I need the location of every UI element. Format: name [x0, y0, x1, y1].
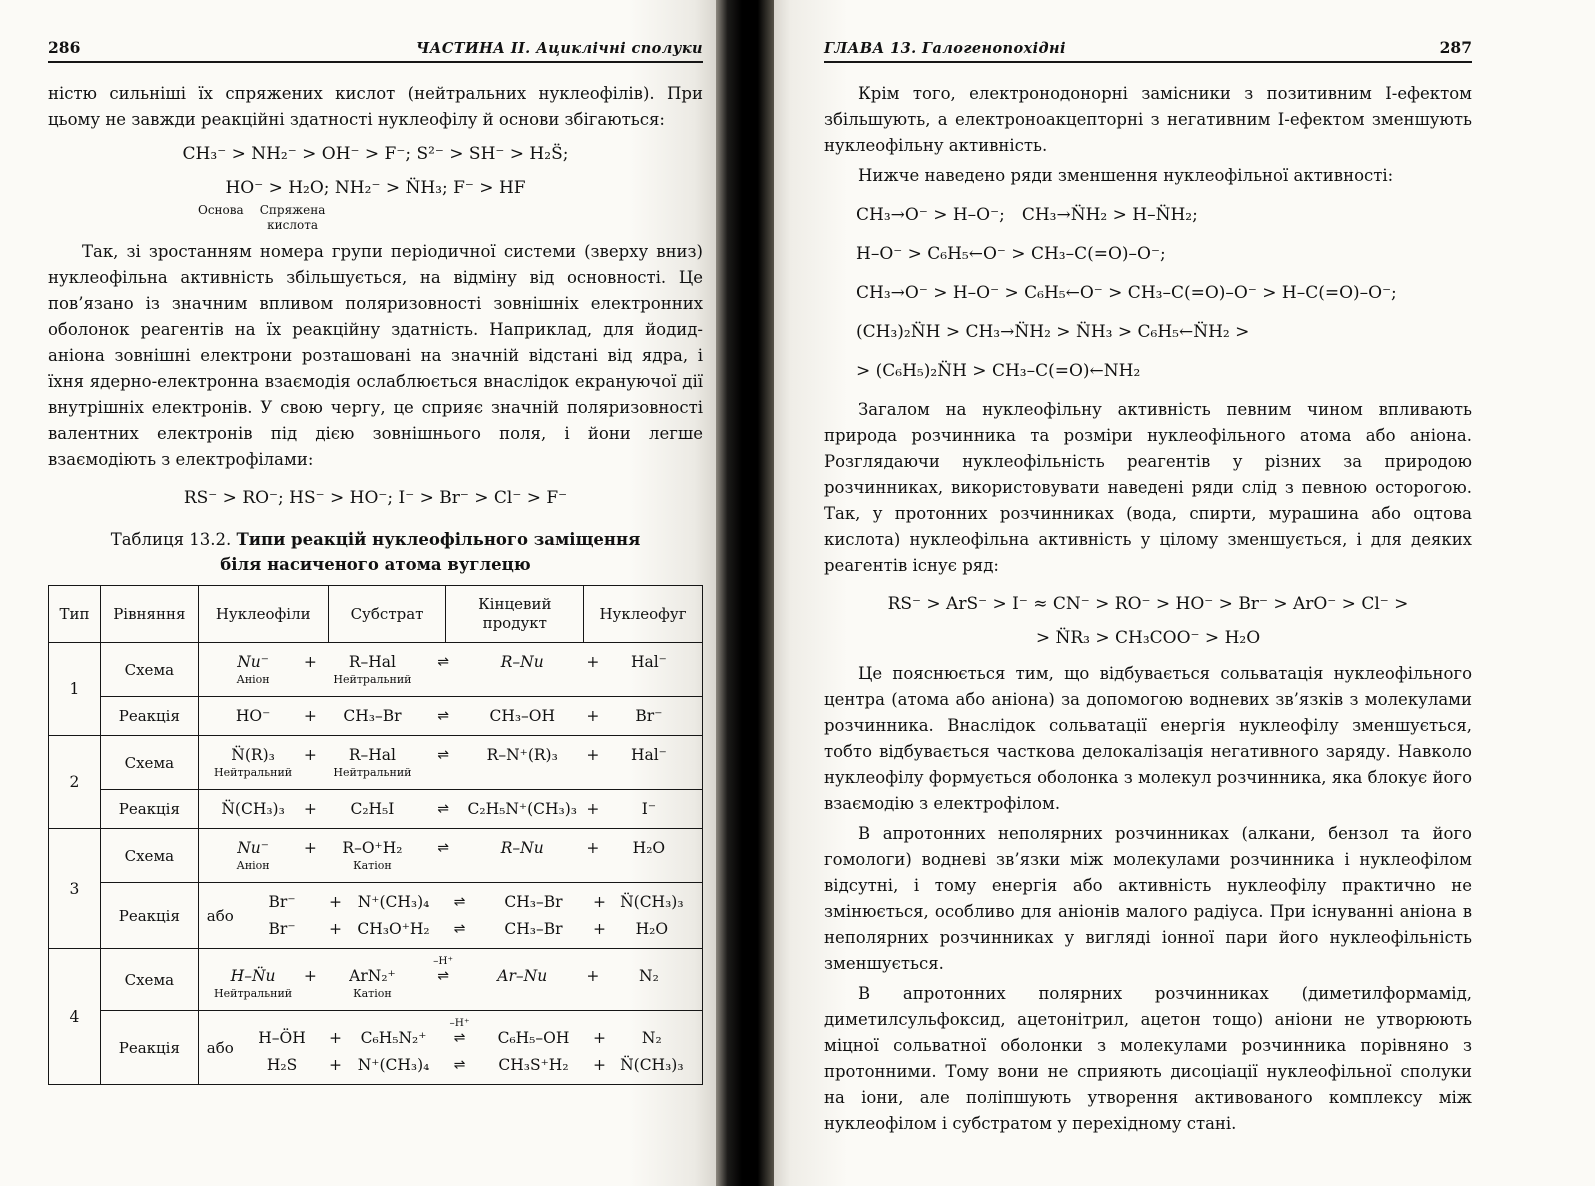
column-header: Рівняння — [100, 586, 198, 643]
formula-text: R–Hal — [348, 653, 396, 671]
column-header: Тип — [49, 586, 101, 643]
label-conjugate-acid — [260, 203, 326, 233]
formula-text: R–N⁺(R)₃ — [486, 746, 558, 764]
formula-part — [207, 707, 300, 725]
formula-text: ArN₂⁺ — [349, 967, 396, 985]
equation-cell — [198, 697, 702, 736]
formula-text: + — [303, 653, 317, 671]
formula-text: CH₃–OH — [489, 707, 556, 725]
formula-text: + — [586, 967, 600, 985]
equation-line — [207, 653, 694, 686]
formula-text: C₆H₅–OH — [497, 1029, 570, 1047]
species-role-label: Катіон — [353, 859, 392, 872]
formula-part — [346, 920, 442, 938]
reaction-table-head — [49, 586, 703, 643]
formula-text: C₆H₅N₂⁺ — [360, 1029, 427, 1047]
formula-text: ⇌ — [437, 801, 449, 817]
equation-kind-label: Реакція — [100, 883, 198, 949]
formula-text: CH₃–Br — [504, 920, 563, 938]
formula-part — [321, 653, 423, 686]
label-conjugate-line2: кислота — [267, 218, 318, 232]
formula-text: + — [329, 893, 343, 911]
formula-line: H–O⁻ > C₆H₅←O⁻ > CH₃–C(=O)–O⁻; — [856, 244, 1166, 264]
formula-part — [604, 800, 694, 818]
formula-part — [582, 746, 604, 764]
formula-text: CH₃–Br — [504, 893, 563, 911]
table-title-part1: Типи реакцій нуклеофільного заміщення — [236, 530, 641, 549]
running-head-left — [48, 38, 703, 63]
formula-text: ⇌ — [453, 1030, 466, 1046]
table-header-row — [49, 586, 703, 643]
formula-text: + — [303, 839, 317, 857]
species-role-label: Катіон — [353, 987, 392, 1000]
formula-text: Br⁻ — [268, 920, 296, 938]
formula-part — [325, 920, 345, 938]
formula-annotations — [198, 203, 703, 233]
formula-part — [441, 920, 477, 938]
formula-part — [589, 893, 609, 911]
formula-text: + — [303, 746, 317, 764]
formula-text: N̈(CH₃)₃ — [620, 1056, 684, 1074]
formula-text: Hal⁻ — [630, 653, 667, 671]
formula-line: CH₃→O⁻ > H–O⁻; CH₃→N̈H₂ > H–N̈H₂; — [856, 205, 1198, 225]
paragraph-continuation: ністю сильніші їх спряжених кислот (нейтральних нуклеофілів). При цьому не завжди реакційні здатності нуклеофілу й основи збігаються: — [48, 84, 703, 129]
formula-part — [582, 707, 604, 725]
formula-part — [346, 1056, 442, 1074]
paragraph-solvent-influence: Загалом на нуклеофільну активність певним чином впливають природа розчинника та розміри нуклеофільного атома або аніона. Розглядаючи нуклеофільність реагентів у різних за природою розчинниках, використовувати наведені ряди слід з певною осторогою. Так, у протонних розчинниках (вода, спирти, мурашина або оцтова кислота) нуклеофільна активність у цілому зменшується, і для деяких реагентів існує ряд: — [824, 400, 1472, 575]
formula-part — [604, 653, 694, 671]
table-row — [49, 1011, 703, 1085]
formula-part — [321, 707, 423, 725]
formula-text: + — [303, 967, 317, 985]
formula-part — [604, 746, 694, 764]
formula-part — [207, 746, 300, 779]
equation-cell — [198, 1011, 702, 1085]
formula-part — [299, 707, 321, 725]
formula-text: Br⁻ — [268, 893, 296, 911]
running-title-right: ГЛАВА 13. Галогенопохідні — [824, 40, 1066, 57]
formula-text: + — [329, 1056, 343, 1074]
formula-text: CH₃–Br — [343, 707, 402, 725]
formula-text: CH₃O⁺H₂ — [357, 920, 430, 938]
table-number: Таблиця 13.2. — [110, 530, 232, 549]
formula-text: N̈(CH₃)₃ — [221, 800, 285, 818]
formula-text: + — [586, 800, 600, 818]
label-conjugate-line1: Спряжена — [259, 203, 326, 217]
formula-part — [299, 800, 321, 818]
formula-text: H₂O — [632, 839, 666, 857]
column-header: Субстрат — [328, 586, 446, 643]
formula-part — [463, 967, 582, 985]
formula-text: + — [592, 920, 606, 938]
species-role-label: Нейтральний — [333, 766, 412, 779]
equation-cell — [198, 829, 702, 883]
reaction-types-table — [48, 585, 703, 1085]
species-role-label: Нейтральний — [214, 766, 293, 779]
paragraph-polarizability: Так, зі зростанням номера групи періодичної системи (зверху вниз) нуклеофільна активність збільшується, на відміну від основності. Це пов’язано із значним впливом поляризовності зовнішніх електронних оболонок реагентів на їх реакційну здатність. Наприклад, для йодид-аніона зовнішні електрони розташовані на значній відстані від ядра, і їхня ядерно-електронна взаємодія ослаблюється внаслідок екрануючої дії внутрішніх електронів. У свою чергу, це сприяє значній поляризовності валентних електронів під дією зовнішнього поля, і йони легше взаємодіють з електрофілами: — [48, 242, 703, 469]
equation-cell — [198, 643, 702, 697]
formula-text: ⇌ — [453, 894, 466, 910]
formula-part — [321, 746, 423, 779]
formula-text: N⁺(CH₃)₄ — [357, 893, 430, 911]
formula-part — [321, 800, 423, 818]
formula-text: + — [329, 1029, 343, 1047]
equation-line — [239, 1056, 694, 1074]
formula-part — [582, 967, 604, 985]
formula-part — [441, 893, 477, 911]
formula-text: N⁺(CH₃)₄ — [357, 1056, 430, 1074]
paragraph-inductive-effect: Крім того, електронодонорні замісники з позитивним I-ефектом збільшують, а електроноакцепторні з негативним I-ефектом зменшують нуклеофільну активність. — [824, 84, 1472, 155]
book-binding — [716, 0, 774, 1186]
equation-cell — [198, 883, 702, 949]
arrow-annotation: –H⁺ — [449, 1017, 470, 1029]
type-number: 3 — [49, 829, 101, 949]
formula-text: + — [303, 800, 317, 818]
formula-part — [582, 653, 604, 671]
species-role-label: Нейтральний — [214, 987, 293, 1000]
formula-text: + — [329, 920, 343, 938]
formula-part — [478, 1029, 590, 1047]
label-base: Основа — [198, 203, 244, 217]
equation-line — [207, 707, 694, 725]
formula-text: Hal⁻ — [630, 746, 667, 764]
formula-text: R–Hal — [348, 746, 396, 764]
equation-line — [239, 920, 694, 938]
nucleophilicity-series: RS⁻ > RO⁻; HS⁻ > HO⁻; I⁻ > Br⁻ > Cl⁻ > F⁻ — [183, 488, 568, 508]
formula-part — [589, 920, 609, 938]
table-caption-line2 — [48, 552, 703, 577]
formula-text: HO⁻ — [235, 707, 271, 725]
formula-text: + — [586, 707, 600, 725]
formula-text: Br⁻ — [635, 707, 663, 725]
running-title-left: ЧАСТИНА II. Ациклічні сполуки — [415, 40, 703, 57]
equation-kind-label: Реакція — [100, 697, 198, 736]
formula-text: ⇌ — [437, 708, 449, 724]
table-row — [49, 736, 703, 790]
formula-text: + — [592, 1029, 606, 1047]
page-left — [0, 0, 716, 1186]
formula-part — [424, 839, 463, 857]
formula-part — [604, 839, 694, 857]
formula-text: + — [586, 653, 600, 671]
or-label: або — [206, 1038, 234, 1057]
formula-text: R–Nu — [500, 653, 544, 671]
formula-text: + — [592, 1056, 606, 1074]
formula-text: Ar–Nu — [497, 967, 548, 985]
formula-part — [478, 1056, 590, 1074]
equation-line — [207, 955, 694, 1000]
page-number-left: 286 — [48, 38, 81, 57]
formula-part — [424, 800, 463, 818]
formula-part — [207, 967, 300, 1000]
formula-text: Nu⁻ — [237, 839, 269, 857]
equation-kind-label: Схема — [100, 829, 198, 883]
equation-line — [207, 746, 694, 779]
formula-part — [346, 893, 442, 911]
formula-part — [424, 707, 463, 725]
formula-text: H–ÖH — [258, 1029, 306, 1047]
formula-part — [299, 653, 321, 671]
table-row — [49, 949, 703, 1011]
equation-line — [207, 839, 694, 872]
arrow-annotation: –H⁺ — [433, 955, 454, 967]
formula-part — [299, 839, 321, 857]
formula-part — [604, 707, 694, 725]
equation-cell — [198, 949, 702, 1011]
protic-solvent-series-line2: > N̈R₃ > CH₃COO⁻ > H₂O — [1035, 628, 1261, 648]
equation-kind-label: Реакція — [100, 1011, 198, 1085]
formula-text: I⁻ — [641, 800, 657, 818]
activity-series-block — [824, 202, 1472, 384]
formula-part — [441, 1056, 477, 1074]
or-label: або — [206, 906, 234, 925]
equation-cell — [198, 790, 702, 829]
formula-text: + — [592, 893, 606, 911]
formula-part — [610, 920, 694, 938]
table-row — [49, 883, 703, 949]
formula-part — [207, 800, 300, 818]
formula-text: + — [303, 707, 317, 725]
formula-part — [463, 839, 582, 857]
formula-part — [610, 1029, 694, 1047]
formula-text: ⇌ — [453, 921, 466, 937]
formula-part — [424, 746, 463, 764]
formula-text: + — [586, 839, 600, 857]
formula-part — [325, 1056, 345, 1074]
equation-kind-label: Схема — [100, 736, 198, 790]
equation-kind-label: Реакція — [100, 790, 198, 829]
formula-part — [207, 653, 300, 686]
species-role-label: Аніон — [236, 673, 270, 686]
formula-text: N̈(CH₃)₃ — [620, 893, 684, 911]
formula-line: CH₃⁻ > NH₂⁻ > OH⁻ > F⁻; S²⁻ > SH⁻ > H₂S̈; — [182, 144, 569, 164]
paragraph-series-intro: Нижче наведено ряди зменшення нуклеофільної активності: — [858, 166, 1394, 185]
formula-text: N₂ — [641, 1029, 662, 1047]
formula-text: CH₃S⁺H₂ — [498, 1056, 569, 1074]
formula-part — [299, 967, 321, 985]
formula-text: ⇌ — [437, 654, 449, 670]
reaction-table-body — [49, 643, 703, 1085]
type-number: 2 — [49, 736, 101, 829]
formula-text: N̈(R)₃ — [231, 746, 275, 764]
formula-line: (CH₃)₂N̈H > CH₃→N̈H₂ > N̈H₃ > C₆H₅←N̈H₂ > — [856, 322, 1250, 342]
formula-text: C₂H₅I — [350, 800, 395, 818]
page-number-right: 287 — [1439, 38, 1472, 57]
formula-text: ⇌ — [453, 1057, 466, 1073]
formula-text: ⇌ — [437, 840, 449, 856]
table-caption-line1 — [48, 527, 703, 552]
formula-part — [478, 920, 590, 938]
table-title-part2: біля насиченого атома вуглецю — [220, 555, 531, 574]
running-head-right — [824, 38, 1472, 63]
species-role-label: Нейтральний — [333, 673, 412, 686]
formula-part — [207, 839, 300, 872]
formula-part — [321, 839, 423, 872]
formula-part — [441, 1017, 477, 1047]
formula-part — [346, 1029, 442, 1047]
formula-text: H₂O — [635, 920, 669, 938]
formula-text: Nu⁻ — [237, 653, 269, 671]
formula-part — [610, 893, 694, 911]
equation-cell — [198, 736, 702, 790]
formula-text: C₂H₅N⁺(CH₃)₃ — [467, 800, 577, 818]
equation-line — [239, 1017, 694, 1047]
equation-kind-label: Схема — [100, 949, 198, 1011]
equation-line — [207, 800, 694, 818]
formula-part — [239, 920, 325, 938]
formula-part — [424, 955, 463, 985]
formula-part — [463, 653, 582, 671]
formula-text: ⇌ — [437, 747, 449, 763]
table-row — [49, 829, 703, 883]
equation-line — [239, 893, 694, 911]
formula-part — [239, 1029, 325, 1047]
column-header: Кінцевий продукт — [446, 586, 584, 643]
basicity-series-block — [48, 141, 703, 233]
formula-part — [589, 1056, 609, 1074]
formula-part — [463, 707, 582, 725]
formula-line: CH₃→O⁻ > H–O⁻ > C₆H₅←O⁻ > CH₃–C(=O)–O⁻ > H–C(=O)–O⁻; — [856, 283, 1397, 303]
species-role-label: Аніон — [236, 859, 270, 872]
formula-part — [321, 967, 423, 1000]
formula-part — [582, 839, 604, 857]
table-row — [49, 697, 703, 736]
formula-part — [610, 1056, 694, 1074]
table-row — [49, 643, 703, 697]
paragraph-aprotic-nonpolar: В апротонних неполярних розчинниках (алкани, бензол та його гомологи) водневі зв’язки між молекулами розчинника і нуклеофілом відсутні, і тому енергія або активність нуклеофілу практично не змінюється, особливо для аніонів малого радіуса. При існуванні аніона в неполярних розчинниках у вигляді іонної пари його нуклеофільність зменшується. — [824, 824, 1472, 973]
formula-part — [325, 1029, 345, 1047]
formula-part — [604, 967, 694, 985]
formula-part — [463, 800, 582, 818]
formula-text: R–O⁺H₂ — [342, 839, 403, 857]
formula-part — [582, 800, 604, 818]
formula-part — [478, 893, 590, 911]
formula-text: H₂S — [266, 1056, 298, 1074]
formula-text: ⇌ — [437, 968, 449, 984]
formula-line: > (C₆H₅)₂N̈H > CH₃–C(=O)←NH₂ — [856, 361, 1141, 381]
column-header: Нуклеофуг — [584, 586, 703, 643]
formula-text: + — [586, 746, 600, 764]
table-row — [49, 790, 703, 829]
page-right — [774, 0, 1595, 1186]
table-caption — [48, 527, 703, 577]
formula-part — [299, 746, 321, 764]
formula-text: R–Nu — [500, 839, 544, 857]
formula-part — [325, 893, 345, 911]
protic-solvent-series-line1: RS⁻ > ArS⁻ > I⁻ ≈ CN⁻ > RO⁻ > HO⁻ > Br⁻ > ArO⁻ > Cl⁻ > — [887, 594, 1409, 614]
formula-text: H–N̈u — [230, 967, 276, 985]
formula-part — [463, 746, 582, 764]
formula-text: N₂ — [639, 967, 659, 985]
formula-part — [239, 1056, 325, 1074]
formula-part — [239, 893, 325, 911]
paragraph-solvation: Це пояснюється тим, що відбувається сольватація нуклеофільного центра (атома або аніона) за допомогою водневих зв’язків з молекулами розчинника. Внаслідок сольватації енергія нуклеофілу зменшується, тобто відбувається часткова делокалізація негативного заряду. Навколо нуклеофілу формується оболонка з молекул розчинника, яка блокує його взаємодію з електрофілом. — [824, 664, 1472, 813]
column-header: Нуклеофіли — [198, 586, 328, 643]
type-number: 1 — [49, 643, 101, 736]
formula-line: HO⁻ > H₂O; NH₂⁻ > N̈H₃; F⁻ > HF — [225, 178, 526, 198]
formula-part — [424, 653, 463, 671]
equation-kind-label: Схема — [100, 643, 198, 697]
formula-part — [589, 1029, 609, 1047]
paragraph-aprotic-polar: В апротонних полярних розчинниках (диметилформамід, диметилсульфоксид, ацетонітрил, ацетон тощо) аніони не утворюють міцної сольватної оболонки з молекулами розчинника порівняно з протонними. Тому вони не сприяють дисоціації нуклеофільної сполуки на іони, але поліпшують утворення активованого комплексу між нуклеофілом і субстратом у перехідному стані. — [824, 984, 1472, 1133]
type-number: 4 — [49, 949, 101, 1085]
